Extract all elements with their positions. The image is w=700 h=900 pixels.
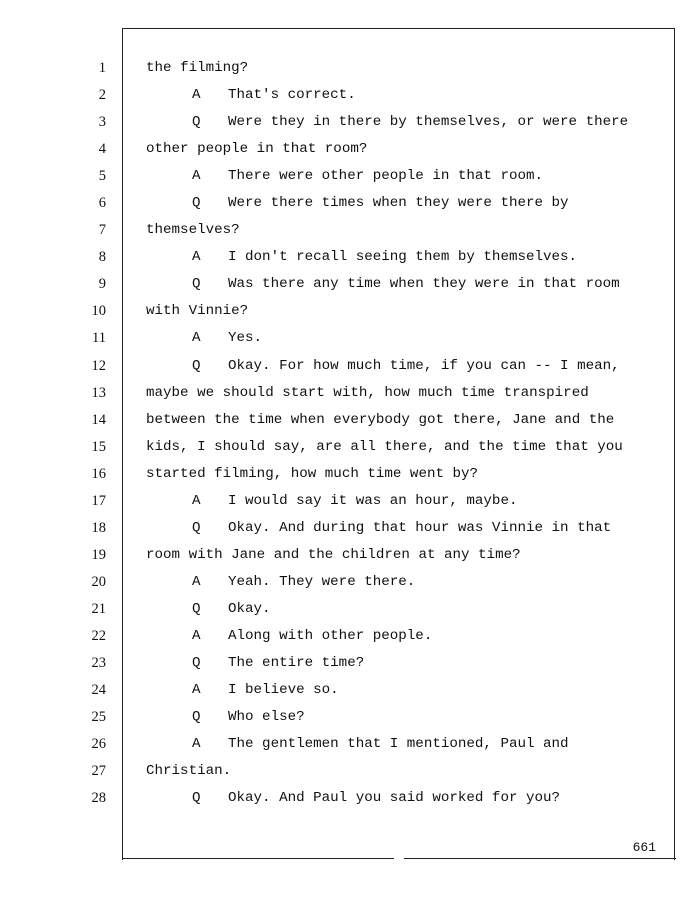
speaker-label: Q [192, 519, 201, 536]
line-number: 10 [91, 303, 106, 320]
speaker-label: A [192, 492, 201, 509]
line-text: with Vinnie? [146, 303, 249, 320]
line-number: 2 [98, 87, 106, 104]
transcript-line [146, 437, 661, 464]
line-text: the filming? [146, 60, 249, 76]
line-number: 16 [91, 465, 106, 482]
line-number: 3 [98, 114, 106, 131]
line-number: 23 [91, 655, 106, 672]
line-number: 11 [92, 330, 106, 347]
transcript-line [146, 707, 661, 734]
speaker-label: Q [192, 114, 201, 131]
transcript-line [146, 788, 661, 815]
line-number: 28 [91, 790, 106, 807]
line-text: That's correct. [228, 87, 356, 104]
transcript-line [146, 85, 661, 112]
line-number: 22 [91, 627, 106, 644]
line-number: 26 [91, 736, 106, 753]
line-text: Yeah. They were there. [228, 573, 416, 590]
transcript-line [146, 734, 661, 761]
line-text: Yes. [228, 330, 263, 347]
line-text: other people in that room? [146, 141, 368, 158]
bottom-rule-left [122, 858, 394, 859]
speaker-label: Q [192, 276, 201, 293]
speaker-label: Q [192, 600, 201, 617]
bottom-rule-right [404, 858, 676, 859]
line-number: 12 [91, 357, 106, 374]
transcript-line [146, 464, 661, 491]
line-number: 4 [98, 141, 106, 158]
transcript-body [146, 58, 661, 815]
transcript-line [146, 383, 661, 410]
transcript-line [146, 545, 661, 572]
transcript-line [146, 680, 661, 707]
transcript-line [146, 599, 661, 626]
line-number: 14 [91, 411, 106, 428]
transcript-line [146, 112, 661, 139]
line-text: room with Jane and the children at any time? [146, 546, 521, 563]
transcript-line [146, 626, 661, 653]
transcript-line [146, 220, 661, 247]
line-number: 13 [91, 384, 106, 401]
line-number: 19 [91, 546, 106, 563]
line-text: The entire time? [228, 655, 365, 672]
transcript-line [146, 58, 661, 85]
line-number: 9 [98, 276, 106, 293]
line-text: Along with other people. [228, 627, 433, 644]
transcript-line [146, 328, 661, 355]
line-text: Were they in there by themselves, or were there [228, 114, 629, 131]
line-text: Okay. [228, 600, 271, 617]
speaker-label: A [192, 330, 201, 347]
line-text: Christian. [146, 763, 232, 780]
speaker-label: A [192, 736, 201, 753]
line-text: The gentlemen that I mentioned, Paul and [228, 736, 569, 753]
line-number: 15 [91, 438, 106, 455]
line-text: themselves? [146, 222, 240, 239]
speaker-label: A [192, 87, 201, 104]
page-number: 661 [632, 840, 656, 855]
line-number: 24 [91, 682, 106, 699]
line-text: Okay. And Paul you said worked for you? [228, 790, 561, 807]
transcript-line [146, 139, 661, 166]
line-text: There were other people in that room. [228, 168, 544, 185]
line-text: between the time when everybody got there, Jane and the [146, 411, 615, 428]
transcript-line [146, 166, 661, 193]
speaker-label: A [192, 682, 201, 699]
speaker-label: Q [192, 357, 201, 374]
line-text: started filming, how much time went by? [146, 465, 479, 482]
transcript-line [146, 274, 661, 301]
transcript-line [146, 410, 661, 437]
line-number: 27 [91, 763, 106, 780]
line-text: Who else? [228, 709, 305, 726]
speaker-label: A [192, 627, 201, 644]
transcript-line [146, 193, 661, 220]
line-number: 5 [98, 168, 106, 185]
line-text: I believe so. [228, 682, 339, 699]
line-number: 25 [91, 709, 106, 726]
transcript-line [146, 491, 661, 518]
line-number-column [70, 58, 106, 815]
line-number: 7 [98, 222, 106, 239]
transcript-line [146, 356, 661, 383]
line-text: Okay. And during that hour was Vinnie in that [228, 519, 612, 536]
transcript-line [146, 761, 661, 788]
transcript-line [146, 572, 661, 599]
line-number: 18 [91, 519, 106, 536]
transcript-line [146, 653, 661, 680]
line-text: I would say it was an hour, maybe. [228, 492, 518, 509]
line-number: 17 [91, 492, 106, 509]
speaker-label: A [192, 573, 201, 590]
line-text: Were there times when they were there by [228, 195, 569, 212]
transcript-line [146, 301, 661, 328]
line-number: 8 [98, 249, 106, 266]
transcript-line [146, 247, 661, 274]
line-text: I don't recall seeing them by themselves. [228, 249, 578, 266]
transcript-line [146, 518, 661, 545]
speaker-label: A [192, 249, 201, 266]
speaker-label: Q [192, 790, 201, 807]
line-number: 6 [98, 195, 106, 212]
line-text: kids, I should say, are all there, and the time that you [146, 438, 623, 455]
line-text: Okay. For how much time, if you can -- I mean, [228, 357, 620, 374]
line-number: 21 [91, 600, 106, 617]
line-text: maybe we should start with, how much time transpired [146, 384, 589, 401]
speaker-label: Q [192, 655, 201, 672]
line-text: Was there any time when they were in that room [228, 276, 620, 293]
speaker-label: Q [192, 709, 201, 726]
line-number: 20 [91, 573, 106, 590]
speaker-label: A [192, 168, 201, 185]
line-number: 1 [98, 60, 106, 76]
speaker-label: Q [192, 195, 201, 212]
